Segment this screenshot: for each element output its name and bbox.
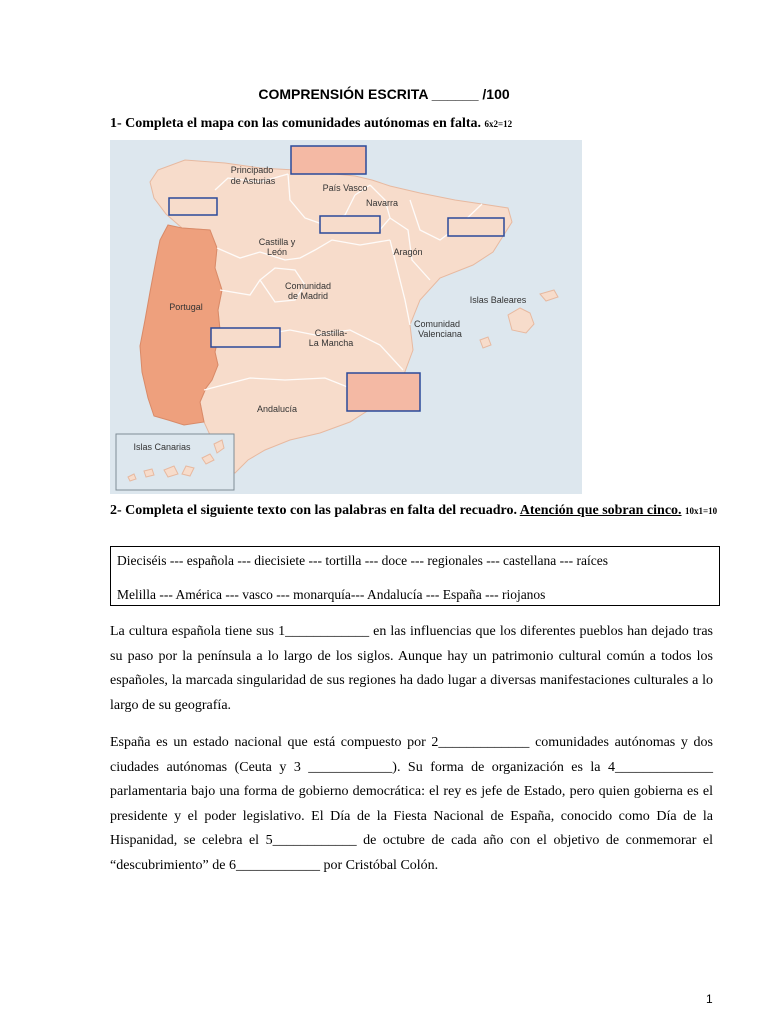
word-bank-line-1: Dieciséis --- española --- diecisiete --- tortilla --- doce --- regionales --- castellana --- raíces (117, 553, 608, 568)
label-valencia-2: Valenciana (418, 329, 462, 339)
answer-box-6[interactable] (347, 373, 420, 411)
word-bank-box (110, 546, 720, 606)
spain-map (110, 140, 582, 494)
question-2-emphasis: Atención que sobran cinco. (519, 503, 682, 518)
label-madrid-2: de Madrid (287, 291, 329, 301)
answer-box-2[interactable] (169, 198, 217, 215)
label-castilla-leon-2: León (266, 247, 288, 257)
label-castilla-la-mancha: Castilla- (314, 328, 348, 338)
label-andalucia: Andalucía (256, 404, 298, 414)
label-asturias-2: de Asturias (230, 176, 276, 186)
word-bank-line-2: Melilla --- América --- vasco --- monarquía--- Andalucía --- España --- riojanos (117, 587, 546, 602)
paragraph-2: España es un estado nacional que está compuesto por 2_____________ comunidades autónomas y dos ciudades autónomas (Ceuta y 3 ____________). Su forma de organización es la 4______________ parlamentaria bajo una forma de gobierno democrática: el rey es jefe de Estado, pero quien gobierna es el presidente y el poder legislativo. El Día de la Fiesta Nacional de España, conocido como Día de la Hispanidad, se celebra el 5____________ de octubre de cada año con el objetivo de conmemorar el “descubrimiento” de 6____________ por Cristóbal Colón. (110, 735, 713, 873)
question-2 (110, 502, 720, 520)
label-canarias: Islas Canarias (133, 442, 191, 452)
answer-box-5[interactable] (211, 328, 280, 347)
label-navarra: Navarra (365, 198, 399, 208)
label-asturias: Principado (230, 165, 274, 175)
label-castilla-la-mancha-2: La Mancha (308, 338, 354, 348)
page-title: COMPRENSIÓN ESCRITA ______ /100 (258, 86, 510, 102)
question-2-points: 10x1=10 (685, 506, 718, 516)
label-castilla-leon: Castilla y (258, 237, 296, 247)
page-number: 1 (706, 992, 713, 1006)
label-baleares: Islas Baleares (469, 295, 527, 305)
label-portugal: Portugal (169, 302, 203, 312)
label-pais-vasco: País Vasco (322, 183, 368, 193)
question-2-text: 2- Completa el siguiente texto con las palabras en falta del recuadro. (110, 503, 518, 518)
label-aragon: Aragón (393, 247, 423, 257)
answer-box-1[interactable] (291, 146, 366, 174)
question-1-text: 1- Completa el mapa con las comunidades autónomas en falta. (110, 116, 482, 131)
answer-box-4[interactable] (448, 218, 504, 236)
answer-box-3[interactable] (320, 216, 380, 233)
question-1 (110, 116, 512, 132)
canary-island (144, 469, 154, 477)
label-madrid: Comunidad (284, 281, 332, 291)
question-1-points: 6x2=12 (484, 119, 513, 129)
label-valencia: Comunidad (413, 319, 461, 329)
paragraph-1: La cultura española tiene sus 1____________ en las influencias que los diferentes pueblos han dejado tras su paso por la península a lo largo de los siglos. Aunque hay un patrimonio cultural común a todos los españoles, la marcada singularidad de sus regiones ha dado lugar a diversas manifestaciones culturales a lo largo de su geografía. (110, 624, 713, 713)
canarias-inset (116, 434, 234, 490)
